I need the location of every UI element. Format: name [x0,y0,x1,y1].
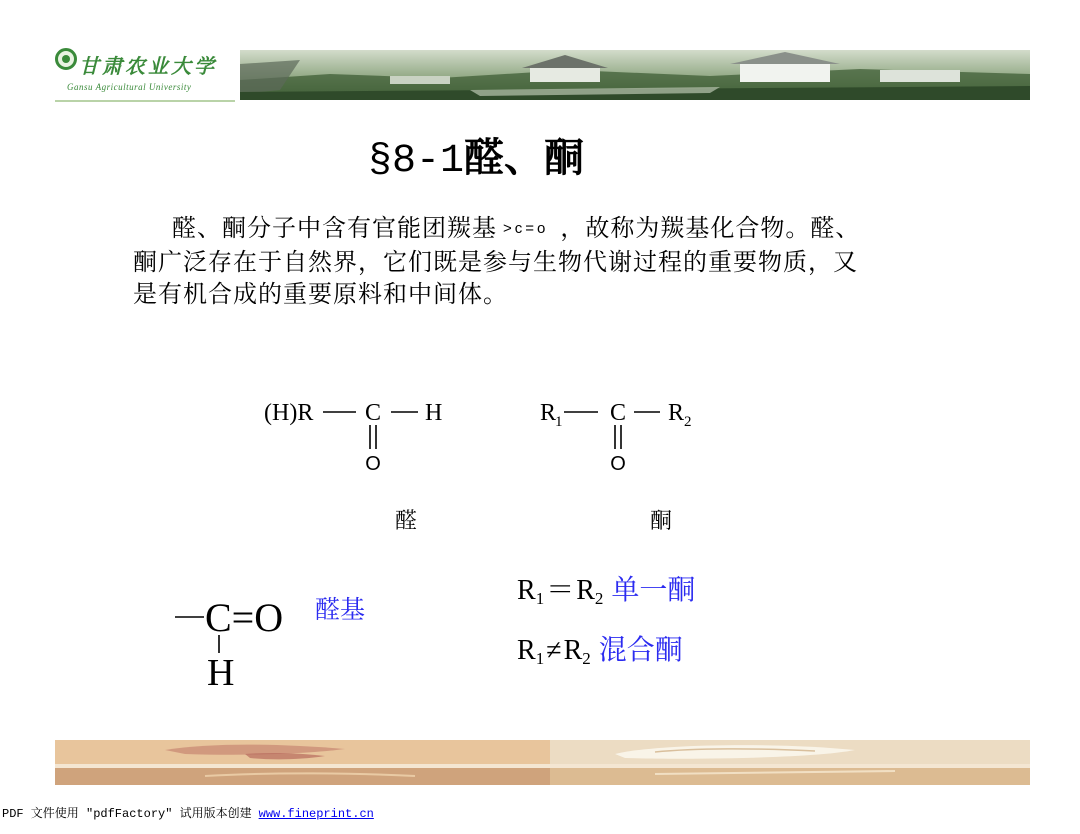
aldehyde-group-formula [170,585,310,695]
logo-english-name: Gansu Agricultural University [67,82,192,92]
r1-symbol: R [517,635,536,666]
aldehyde-carbon: C [365,400,382,426]
ketone-carbon: C [610,400,627,426]
campus-landscape-banner [240,50,1030,100]
section-number: §8-1 [368,139,465,184]
intro-line-1-end: ，故称为羰基化合物。醛、 [560,214,861,242]
structural-formulas [250,385,720,480]
university-logo [55,44,235,102]
r2-subscript: 2 [594,589,604,608]
section-name: 醛、酮 [464,134,585,181]
simple-ketone-rule [517,572,695,617]
page-title [368,132,584,184]
intro-line-1-start: 醛、酮分子中含有官能团羰基 [172,214,497,242]
footer-link[interactable]: www.fineprint.cn [258,807,374,821]
ketone-oxygen: O [610,453,626,475]
intro-line-2: 酮广泛存在于自然界，它们既是参与生物代谢过程的重要物质，又 [133,248,858,276]
logo-chinese-name: 甘肃农业大学 [79,54,217,78]
r2-symbol: R [576,575,595,606]
aldehyde-left-group: (H)R [264,400,314,426]
aldehyde-label: 醛 [395,509,418,534]
ketone-label: 酮 [650,509,673,534]
ketone-right-subscript: 2 [684,414,692,430]
footer-decorative-banner [55,740,1030,785]
aldehyde-group-hydrogen: H [207,652,235,694]
not-equals-sign: ≠ [546,635,562,666]
footer-text: PDF 文件使用 "pdfFactory" 试用版本创建 [2,807,252,821]
ketone-left-group: R [540,400,557,426]
mixed-ketone-rule [517,632,683,677]
r1-symbol: R [517,575,536,606]
carbonyl-formula: >c=o [503,220,549,237]
simple-ketone-name: 单一酮 [611,573,696,606]
university-emblem-icon [55,48,77,70]
r2-subscript: 2 [582,649,591,668]
r1-subscript: 1 [535,589,545,608]
ketone-right-group: R [668,400,685,426]
r1-subscript: 1 [535,649,545,668]
aldehyde-group-carbonyl: C=O [205,595,284,640]
aldehyde-hydrogen: H [425,400,443,426]
ketone-left-subscript: 1 [555,414,563,430]
intro-line-3: 是有机合成的重要原料和中间体。 [133,280,508,308]
r2-symbol: R [563,635,583,666]
mixed-ketone-name: 混合酮 [598,633,683,666]
aldehyde-group-label: 醛基 [315,595,366,624]
intro-line-1 [172,213,860,244]
aldehyde-oxygen: O [365,453,381,475]
equals-sign: ＝ [546,575,575,606]
pdf-footer [2,806,374,822]
